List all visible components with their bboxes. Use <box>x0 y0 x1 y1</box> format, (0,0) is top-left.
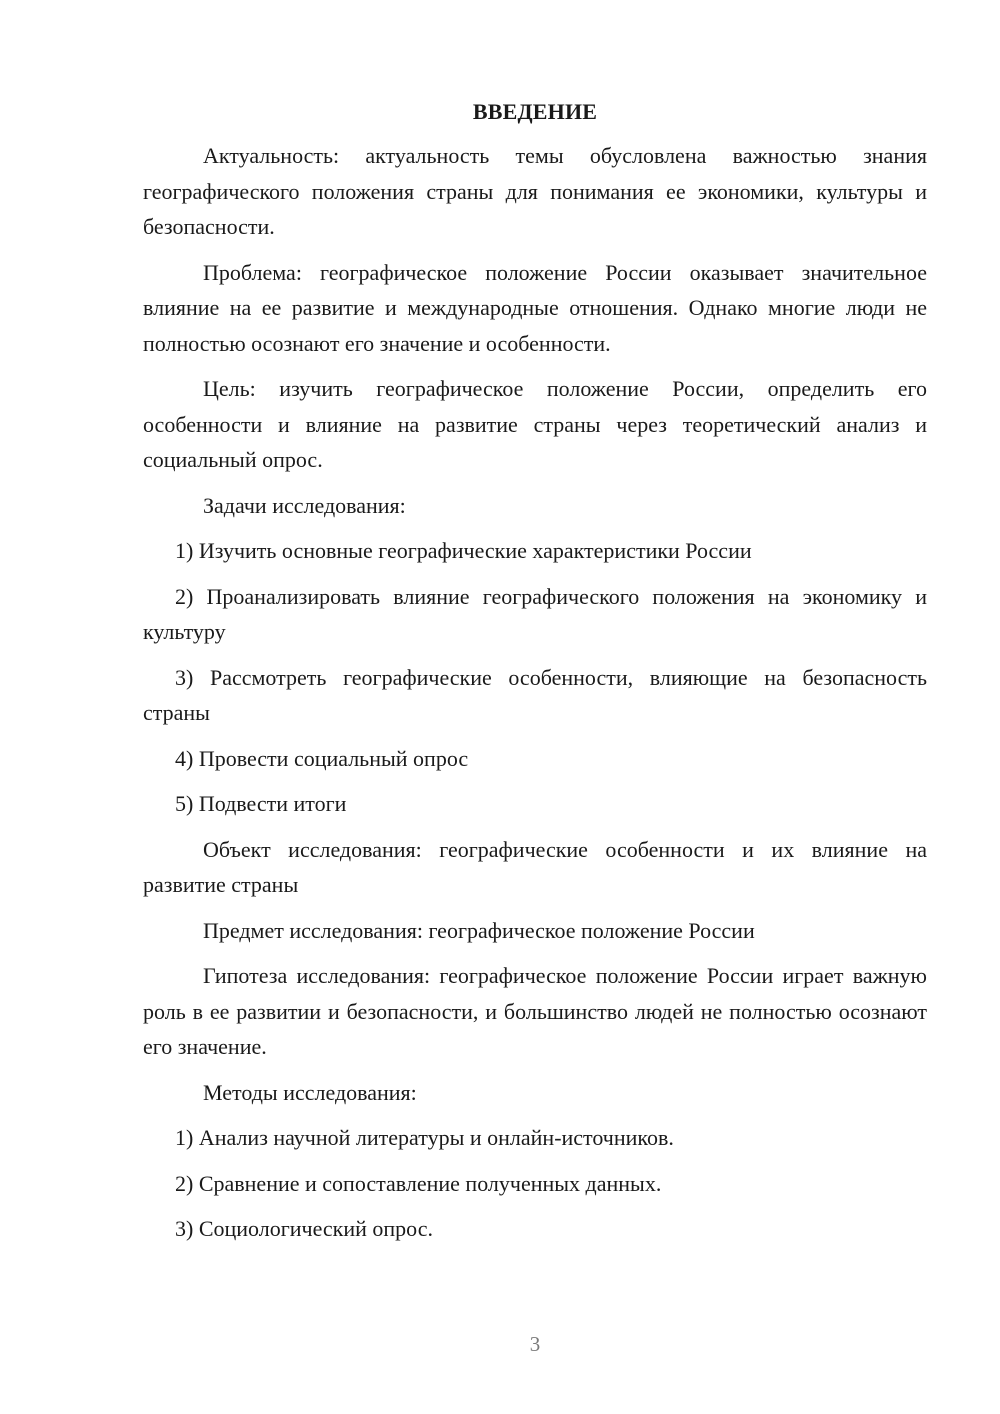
task-item: 5) Подвести итоги <box>175 791 347 816</box>
page-content <box>143 94 927 1247</box>
methods-heading: Методы исследования: <box>203 1079 417 1105</box>
page-number: 3 <box>529 1332 541 1356</box>
page-title: ВВЕДЕНИЕ <box>472 99 598 124</box>
hypothesis-paragraph: Гипотеза исследования: географическое положение России играет важную роль в ее развитии и безопасности, и большинство людей не полностью осознают его значение. <box>143 963 927 1059</box>
method-item: 3) Социологический опрос. <box>175 1216 433 1241</box>
subject-paragraph: Предмет исследования: географическое положение России <box>203 917 755 943</box>
tasks-heading: Задачи исследования: <box>203 492 406 518</box>
task-item: 3) Рассмотреть географические особенности, влияющие на безопасность страны <box>143 664 927 725</box>
method-item: 1) Анализ научной литературы и онлайн-источников. <box>175 1125 674 1150</box>
problem-paragraph: Проблема: географическое положение России оказывает значительное влияние на ее развитие и международные отношения. Однако многие люди не полностью осознают его значение и особенности. <box>143 259 927 356</box>
task-item: 2) Проанализировать влияние географического положения на экономику и культуру <box>143 583 927 644</box>
relevance-paragraph: Актуальность: актуальность темы обусловлена важностью знания географического положения страны для понимания ее экономики, культуры и безопасности. <box>143 143 927 239</box>
object-paragraph: Объект исследования: географические особенности и их влияние на развитие страны <box>143 836 927 897</box>
task-item: 1) Изучить основные географические характеристики России <box>175 538 752 563</box>
task-item: 4) Провести социальный опрос <box>175 745 469 771</box>
method-item: 2) Сравнение и сопоставление полученных данных. <box>175 1170 662 1196</box>
goal-paragraph: Цель: изучить географическое положение России, определить его особенности и влияние на развитие страны через теоретический анализ и социальный опрос. <box>143 376 927 472</box>
